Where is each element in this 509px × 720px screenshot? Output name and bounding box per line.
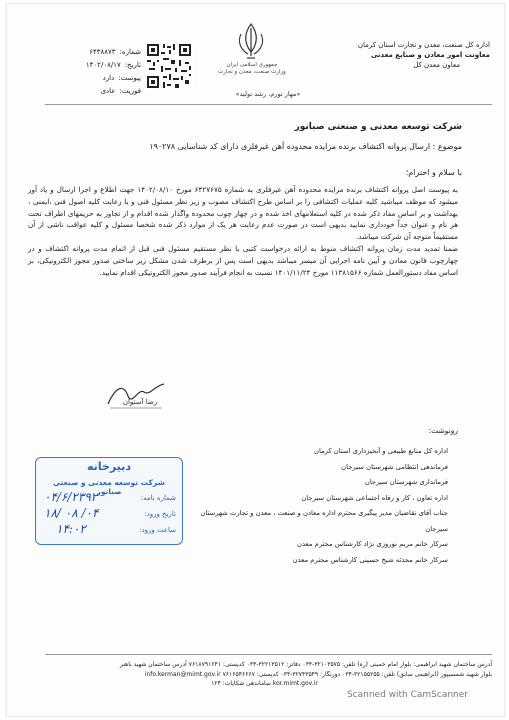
issuer-header xyxy=(340,40,490,70)
letter-page xyxy=(6,3,505,717)
letter-meta xyxy=(51,46,141,98)
handwritten-signature xyxy=(102,374,172,414)
footer-line-1: آدرس ساختمان شهید ابراهیمی: بلوار امام خمینی (ره) تلفن: ۳۲۱۰۳۵۷۵-۰۳۴ دفاتر: ۳۲۲۱۳۵۱۲-۰۳۴ کدپستی: ۷۶۱۸۷۹۱۶۴۱ آدرس ساختمان شهید باهنر xyxy=(119,661,492,668)
cc-list xyxy=(178,444,448,568)
recipient: شرکت توسعه معدنی و صنعتی صبانور xyxy=(294,122,462,132)
subject-line: موضوع : ارسال پروانه اکتشاف برنده مزایده محدوده آهن غیرفلزی دارای کد شناسایی ۱۹۰۲۷۸ xyxy=(149,142,462,151)
meta-date-row xyxy=(51,59,141,72)
cc-item: اداره تعاون ، کار و رفاه اجتماعی شهرستان سیرجان xyxy=(301,493,448,502)
qr-code xyxy=(145,42,193,90)
meta-priority-value: عادی xyxy=(100,87,116,95)
footer-divider xyxy=(45,654,492,655)
cc-item: سرکار خانم مریم نوروزی نژاد کارشناس محترم معدن xyxy=(297,540,448,548)
stamp-time-label: ساعت ورود: xyxy=(139,526,176,534)
cc-item: اداره کل منابع طبیعی و آبخیزداری استان کرمان xyxy=(313,447,448,455)
meta-attachment-row xyxy=(51,72,141,85)
meta-number-label: شماره: xyxy=(119,48,141,56)
header-divider xyxy=(45,104,492,105)
issuer-line-3: معاون معدن کل xyxy=(413,61,460,69)
meta-priority-row xyxy=(51,85,141,98)
body-paragraph-2: ضمنا تمدید مدت زمان پروانه اکتشاف منوط به ارائه درخواست کتبی با نظر مستقیم مسئول فنی قبل از اتمام مدت پروانه اکتشاف و در چهارچوب قانون معادن و آیین نامه اجرایی آن میسر میباشد بدیهی است پس از برطرف شدن مشکل زیر ساختی صدور مجوز الکترونیکی، بر اساس مفاد دستورالعمل شماره ۱۱۳۸۱۵۶۶ مورخ ۱۴۰۱/۱۱/۲۴ نسبت به انجام فرآیند صدور مجوز الکترونیکی اقدام نمایید. xyxy=(28,243,458,277)
cc-item: جناب آقای نقاضیان مدیر پیگیری محترم اداره معادن و صنعت ، معدن و تجارت شهرستان سیرجان xyxy=(200,509,448,533)
meta-number-row xyxy=(51,46,141,59)
meta-number-value: ۶۴۳۸۸۷۳ xyxy=(89,48,116,56)
letter-body xyxy=(28,184,458,278)
issuer-line-2: معاونت امور معادن و صنایع معدنی xyxy=(370,51,490,59)
footer-address xyxy=(37,660,492,689)
emblem-caption-line-2: وزارت صنعت، معدن و تجارت xyxy=(218,69,286,75)
cc-item: فرماندهی انتظامی شهرستان سیرجان xyxy=(341,462,448,471)
meta-date-label: تاریخ: xyxy=(124,61,141,69)
stamp-company: شرکت توسعه معدنی و صنعتی صبانور xyxy=(53,478,165,496)
stamp-time-value: ۱۴:۰۲ xyxy=(56,522,86,536)
scanner-watermark: Scanned with CamScanner xyxy=(346,690,468,700)
body-paragraph-1: به پیوست اصل پروانه اکتشاف برنده مزایده محدوده آهن غیرفلزی به شماره ۶۴۲۷۶۷۵ مورخ ۱۴۰۲/۰۸/۱۰ جهت اطلاع و اجرا ارسال و یاد آور میشود که موظف میباشید کلیه عملیات اکتشافی را بر اساس طرح اکتشاف مصوب و زیر نظر مسئول فنی و با رعایت کلیه اصول فنی ،ایمنی ، بهداشت و بر اساس مفاد ذکر شده در کلیه استعلامهای اخذ شده و در چهار چوب محدوده واگذار شده اقدام و از تجاوز به حریمهای اطراف تحت هر نام و عنوان جداً خودداری نمایید بدیهی است در صورت عدم رعایت هر یک از موارد ذکر شده شخصا مسئول و کلیه عواقب ناشی از آن مستقیماً متوجه آن شرکت میباشد. xyxy=(28,185,459,242)
cc-title: رونوشت: xyxy=(428,426,458,435)
stamp-number-value: ۰۴/۶/۲۳۹۲ xyxy=(44,490,98,504)
stamp-number-label: شماره نامه: xyxy=(140,494,176,502)
iran-emblem-icon xyxy=(231,18,271,66)
emblem-caption xyxy=(211,62,293,76)
meta-attachment-label: پیوست: xyxy=(118,74,141,82)
cc-item: سرکار خانم محدثه شیخ حسینی کارشناس محترم معدن xyxy=(292,555,448,564)
stamp-date-value: ۱۸/ ۰۸ /۰۴ xyxy=(44,506,99,520)
meta-attachment-value: دارد xyxy=(102,74,115,82)
secretariat-stamp xyxy=(35,457,183,545)
meta-date-value: ۱۴۰۲/۰۸/۱۷ xyxy=(85,61,121,69)
issuer-line-1: اداره کل صنعت، معدن و تجارت استان کرمان xyxy=(357,41,490,49)
cc-item: فرمانداری شهرستان سیرجان xyxy=(364,478,448,486)
signature-name: رضا آستوان xyxy=(122,398,158,406)
meta-priority-label: فوریت: xyxy=(119,87,141,95)
greeting: با سلام و احترام؛ xyxy=(405,168,462,177)
footer-line-2: بلوار شهید شمسیپور (ابراهیمی سابق) تلفن: ۳۲۱۵۵۲۵۵-۰۳۴ دورنگار: ۳۲۷۴۳۵۴۹-۰۳۴ کدپستی: ۷۶۱۶۵۴۶۶۶۷ info.kerman@mimt.gov.ir xyxy=(144,670,492,678)
year-slogan: «مهار تورم، رشد تولید» xyxy=(235,90,301,98)
emblem-caption-line-1: جمهوری اسلامی ایران xyxy=(226,62,278,68)
stamp-title: دبیرخانه xyxy=(87,460,131,473)
stamp-date-label: تاریخ ورود: xyxy=(144,510,176,518)
footer-line-3: kor.mimt.gov.ir ساماندهی شکایات: ۱۲۴ xyxy=(211,680,318,687)
